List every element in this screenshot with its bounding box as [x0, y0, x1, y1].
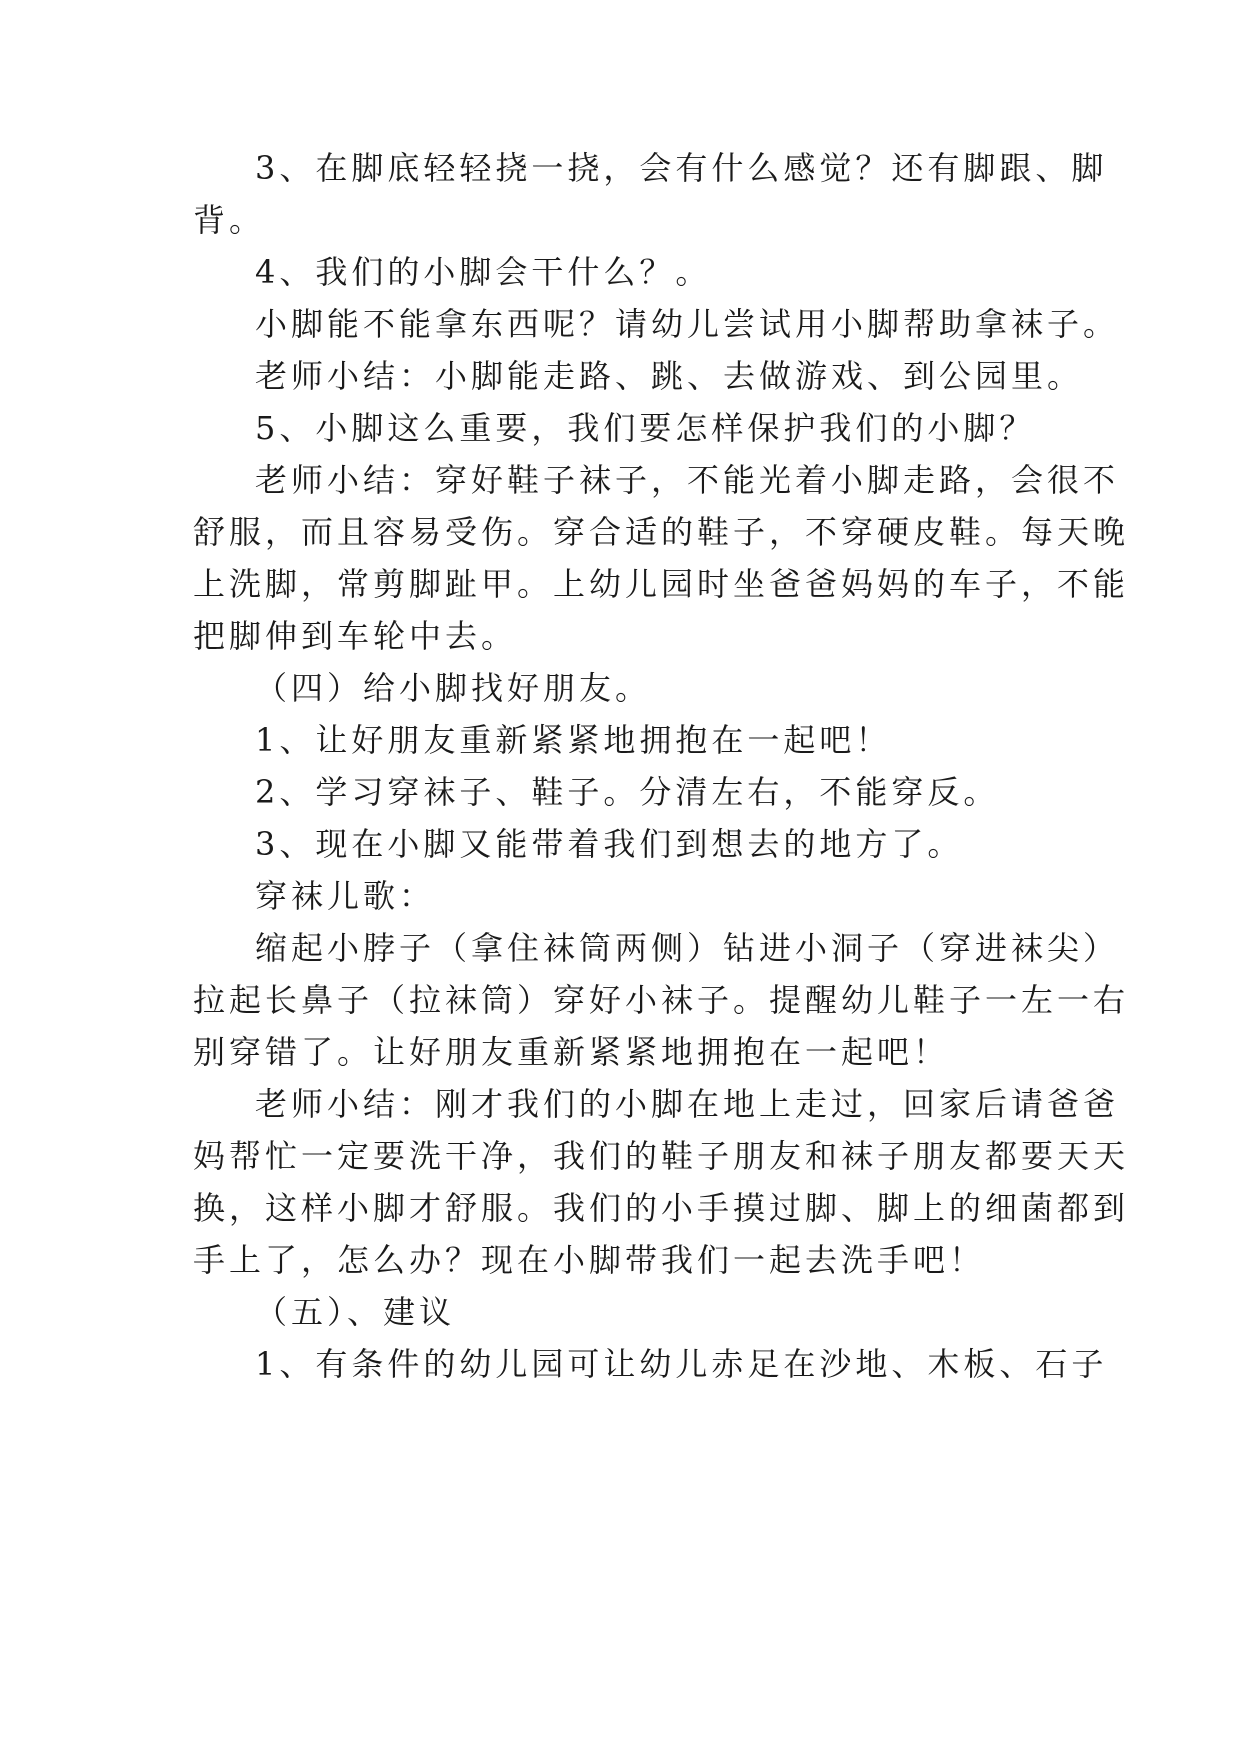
- paragraph-line: 老师小结：穿好鞋子袜子，不能光着小脚走路，会很不: [255, 461, 1120, 499]
- paragraph-line: 手上了，怎么办？现在小脚带我们一起去洗手吧！: [193, 1241, 986, 1279]
- paragraph-line: 5、小脚这么重要，我们要怎样保护我们的小脚？: [255, 409, 1036, 447]
- section-heading: （五）、建议: [255, 1293, 456, 1331]
- paragraph-line: 老师小结：小脚能走路、跳、去做游戏、到公园里。: [255, 357, 1084, 395]
- paragraph-line: 2、学习穿袜子、鞋子。分清左右，不能穿反。: [255, 773, 1000, 811]
- paragraph-line: 把脚伸到车轮中去。: [193, 617, 518, 655]
- paragraph-line: 小脚能不能拿东西呢？请幼儿尝试用小脚帮助拿袜子。: [255, 305, 1120, 343]
- section-heading: （四）给小脚找好朋友。: [255, 669, 652, 707]
- paragraph-line: 舒服，而且容易受伤。穿合适的鞋子，不穿硬皮鞋。每天晚: [193, 513, 1130, 551]
- paragraph-line: 拉起长鼻子（拉袜筒）穿好小袜子。提醒幼儿鞋子一左一右: [193, 981, 1130, 1019]
- paragraph-line: 3、现在小脚又能带着我们到想去的地方了。: [255, 825, 964, 863]
- paragraph-line: 缩起小脖子（拿住袜筒两侧）钻进小洞子（穿进袜尖）: [255, 929, 1120, 967]
- paragraph-line: 3、在脚底轻轻挠一挠，会有什么感觉？还有脚跟、脚: [255, 149, 1108, 187]
- paragraph-line: 穿袜儿歌：: [255, 877, 436, 915]
- paragraph-line: 老师小结：刚才我们的小脚在地上走过，回家后请爸爸: [255, 1085, 1120, 1123]
- paragraph-line: 换，这样小脚才舒服。我们的小手摸过脚、脚上的细菌都到: [193, 1189, 1130, 1227]
- paragraph-line: 1、让好朋友重新紧紧地拥抱在一起吧！: [255, 721, 892, 759]
- paragraph-line: 上洗脚，常剪脚趾甲。上幼儿园时坐爸爸妈妈的车子，不能: [193, 565, 1130, 603]
- paragraph-line: 别穿错了。让好朋友重新紧紧地拥抱在一起吧！: [193, 1033, 950, 1071]
- paragraph-line: 背。: [193, 201, 266, 239]
- paragraph-line: 4、我们的小脚会干什么？。: [255, 253, 712, 291]
- paragraph-line: 1、有条件的幼儿园可让幼儿赤足在沙地、木板、石子: [255, 1345, 1108, 1383]
- paragraph-line: 妈帮忙一定要洗干净，我们的鞋子朋友和袜子朋友都要天天: [193, 1137, 1130, 1175]
